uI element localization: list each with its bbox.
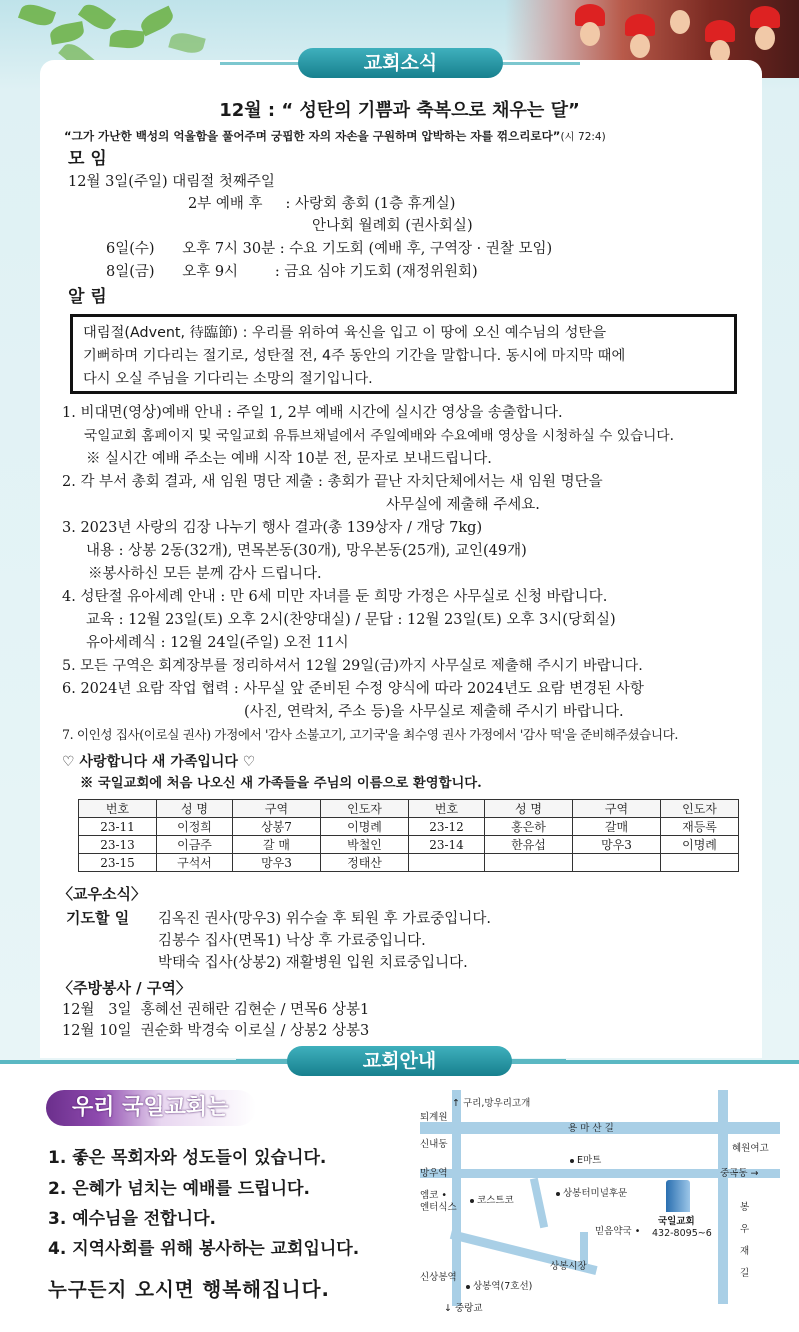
prayer-line: 김봉수 집사(면목1) 낙상 후 가료중입니다.: [158, 933, 426, 949]
table-cell: 갈매: [573, 818, 661, 836]
location-map: [420, 1080, 780, 1320]
notice-item: 5. 모든 구역은 회계장부를 정리하셔서 12월 29일(금)까지 사무실로 제출해 주시기 바랍니다.: [62, 658, 643, 674]
guide-slogan: 누구든지 오시면 행복해집니다.: [48, 1278, 330, 1301]
advent-line: 대림절(Advent, 待臨節) : 우리를 위하여 육신을 입고 이 땅에 오신 예수님의 성탄을: [83, 325, 607, 341]
kitchen-heading: 〈주방봉사 / 구역〉: [58, 979, 191, 997]
table-header-row: [79, 800, 739, 818]
map-label: 상봉역(7호선): [466, 1281, 532, 1292]
column-header: 번호: [79, 800, 157, 818]
table-cell: 갈 매: [233, 836, 321, 854]
table-cell: 23-12: [409, 818, 485, 836]
table-cell: 재등록: [661, 818, 739, 836]
church-title: 우리 국일교회는: [72, 1095, 229, 1120]
new-family-note: ※ 국일교회에 처음 나오신 새 가족들을 주님의 이름으로 환영합니다.: [80, 776, 482, 791]
new-family-table: [78, 799, 739, 872]
notices-heading: 알 림: [68, 287, 107, 307]
map-road: [530, 1178, 548, 1229]
meeting-line: 6일(수) 오후 7시 30분 : 수요 기도회 (예배 후, 구역장 · 권찰 모임): [106, 241, 553, 257]
column-header: 인도자: [661, 800, 739, 818]
table-row: [79, 836, 739, 854]
table-row: [79, 818, 739, 836]
table-cell: 23-14: [409, 836, 485, 854]
notice-item: 국일교회 홈페이지 및 국일교회 유튜브채널에서 주일예배와 수요예배 영상을 시청하실 수 있습니다.: [84, 428, 674, 444]
map-label: 국일교회: [658, 1216, 695, 1227]
guide-item: 1. 좋은 목회자와 성도들이 있습니다.: [48, 1148, 327, 1168]
column-header: 인도자: [321, 800, 409, 818]
theme-verse: “그가 가난한 백성의 억울함을 풀어주며 궁핍한 자의 자손을 구원하며 압박하는 자를 꺾으리로다”(시 72:4): [64, 129, 606, 143]
table-cell: [409, 854, 485, 872]
meetings-heading: 모 임: [68, 149, 107, 169]
map-label: 엠코 •: [420, 1190, 447, 1201]
map-label: ↑ 구리,망우리고개: [452, 1098, 531, 1109]
table-cell: [573, 854, 661, 872]
table-cell: 23-13: [79, 836, 157, 854]
notice-item: 6. 2024년 요람 작업 협력 : 사무실 앞 준비된 수정 양식에 따라 2024년도 요람 변경된 사항: [62, 681, 644, 697]
map-label: 신내동: [420, 1139, 448, 1150]
notice-item: 교육 : 12월 23일(토) 오후 2시(찬양대실) / 문답 : 12월 23일(토) 오후 3시(당회실): [86, 612, 616, 628]
map-label: 432-8095~6: [652, 1228, 712, 1239]
column-header: 성 명: [485, 800, 573, 818]
map-label: E마트: [570, 1155, 601, 1166]
prayer-line: 김옥진 권사(망우3) 위수술 후 퇴원 후 가료중입니다.: [158, 911, 491, 927]
prayer-label: 기도할 일: [66, 909, 130, 927]
meeting-line: 2부 예배 후 : 사랑회 총회 (1층 휴게실): [188, 196, 456, 212]
column-header: 구역: [233, 800, 321, 818]
map-label: 재: [740, 1246, 750, 1257]
theme-title: 12월 : “ 성탄의 기쁨과 축복으로 채우는 달”: [219, 100, 580, 121]
meeting-line: 8일(금) 오후 9시 : 금요 심야 기도회 (재정위원회): [106, 264, 478, 280]
map-label: 길: [740, 1268, 750, 1279]
notice-item: ※봉사하신 모든 분께 감사 드립니다.: [88, 566, 322, 582]
table-cell: 한유섭: [485, 836, 573, 854]
advent-line: 기뻐하며 기다리는 절기로, 성탄절 전, 4주 동안의 기간을 말합니다. 동시에 마지막 때에: [83, 348, 626, 364]
notice-item: 유아세례식 : 12월 24일(주일) 오전 11시: [86, 635, 349, 651]
meeting-line: 12월 3일(주일) 대림절 첫째주일: [68, 174, 275, 190]
map-label: 상봉터미널후문: [556, 1188, 627, 1199]
section-title-guide: 교회안내: [287, 1046, 512, 1076]
notice-item: 2. 각 부서 총회 결과, 새 임원 명단 제출 : 총회가 끝난 자치단체에서는 새 임원 명단을: [62, 474, 603, 490]
table-cell: [661, 854, 739, 872]
notice-item: 사무실에 제출해 주세요.: [386, 497, 540, 513]
map-label: 망우역: [420, 1168, 448, 1179]
column-header: 성 명: [157, 800, 233, 818]
prayer-line: 박태숙 집사(상봉2) 재활병원 입원 치료중입니다.: [158, 955, 468, 971]
table-cell: 망우3: [233, 854, 321, 872]
table-cell: 박철인: [321, 836, 409, 854]
column-header: 구역: [573, 800, 661, 818]
map-label: 중곡동 →: [720, 1168, 759, 1179]
map-label: 코스트코: [470, 1195, 514, 1206]
map-label: 봉: [740, 1202, 750, 1213]
map-label: 우: [740, 1224, 750, 1235]
members-news-heading: 〈교우소식〉: [58, 885, 146, 903]
notice-item: 4. 성탄절 유아세례 안내 : 만 6세 미만 자녀를 둔 희망 가정은 사무실로 신청 바랍니다.: [62, 589, 608, 605]
map-label: 혜원여고: [732, 1143, 769, 1154]
table-cell: 상봉7: [233, 818, 321, 836]
map-label: 용 마 산 길: [568, 1123, 614, 1134]
advent-box: [70, 314, 737, 394]
table-cell: 구석서: [157, 854, 233, 872]
notice-item: (사진, 연락처, 주소 등)을 사무실로 제출해 주시기 바랍니다.: [244, 704, 624, 720]
map-label: ↓ 중랑교: [444, 1303, 483, 1314]
map-label: 신상봉역: [420, 1272, 457, 1283]
guide-item: 3. 예수님을 전합니다.: [48, 1209, 216, 1229]
advent-line: 다시 오실 주님을 기다리는 소망의 절기입니다.: [83, 371, 373, 387]
table-cell: 이금주: [157, 836, 233, 854]
church-building-icon: [666, 1180, 690, 1212]
table-cell: 23-11: [79, 818, 157, 836]
table-cell: 이명례: [321, 818, 409, 836]
column-header: 번호: [409, 800, 485, 818]
notice-item: 7. 이인성 집사(이로실 권사) 가정에서 '감사 소불고기, 고기국'을 최수영 권사 가정에서 '감사 떡'을 준비해주셨습니다.: [62, 727, 678, 742]
guide-item: 4. 지역사회를 위해 봉사하는 교회입니다.: [48, 1239, 360, 1259]
table-cell: 망우3: [573, 836, 661, 854]
notice-item: ※ 실시간 예배 주소는 예배 시작 10분 전, 문자로 보내드립니다.: [86, 451, 492, 467]
table-cell: 홍은하: [485, 818, 573, 836]
table-cell: 이정희: [157, 818, 233, 836]
map-label: 퇴계원: [420, 1112, 448, 1123]
table-row: [79, 854, 739, 872]
kitchen-line: 12월 10일 권순화 박경숙 이로실 / 상봉2 상봉3: [62, 1023, 370, 1039]
map-label: 믿음약국 •: [595, 1226, 641, 1237]
church-title-badge: [46, 1090, 256, 1126]
table-cell: 정태산: [321, 854, 409, 872]
guide-item: 2. 은혜가 넘치는 예배를 드립니다.: [48, 1179, 310, 1199]
kitchen-line: 12월 3일 홍혜선 권해란 김현순 / 면목6 상봉1: [62, 1002, 370, 1018]
meeting-line: 안나회 월례회 (권사회실): [312, 218, 473, 234]
section-title-news: 교회소식: [298, 48, 503, 78]
map-label: 상봉시장: [550, 1261, 587, 1272]
table-cell: 23-15: [79, 854, 157, 872]
new-family-heading: ♡ 사랑합니다 새 가족입니다 ♡: [62, 754, 256, 770]
notice-item: 내용 : 상봉 2동(32개), 면목본동(30개), 망우본동(25개), 교인(49개): [86, 543, 527, 559]
notice-item: 3. 2023년 사랑의 김장 나누기 행사 결과(총 139상자 / 개당 7kg): [62, 520, 483, 536]
table-cell: 이명례: [661, 836, 739, 854]
map-label: 엔터식스: [420, 1202, 457, 1213]
notice-item: 1. 비대면(영상)예배 안내 : 주일 1, 2부 예배 시간에 실시간 영상을 송출합니다.: [62, 405, 563, 421]
table-cell: [485, 854, 573, 872]
